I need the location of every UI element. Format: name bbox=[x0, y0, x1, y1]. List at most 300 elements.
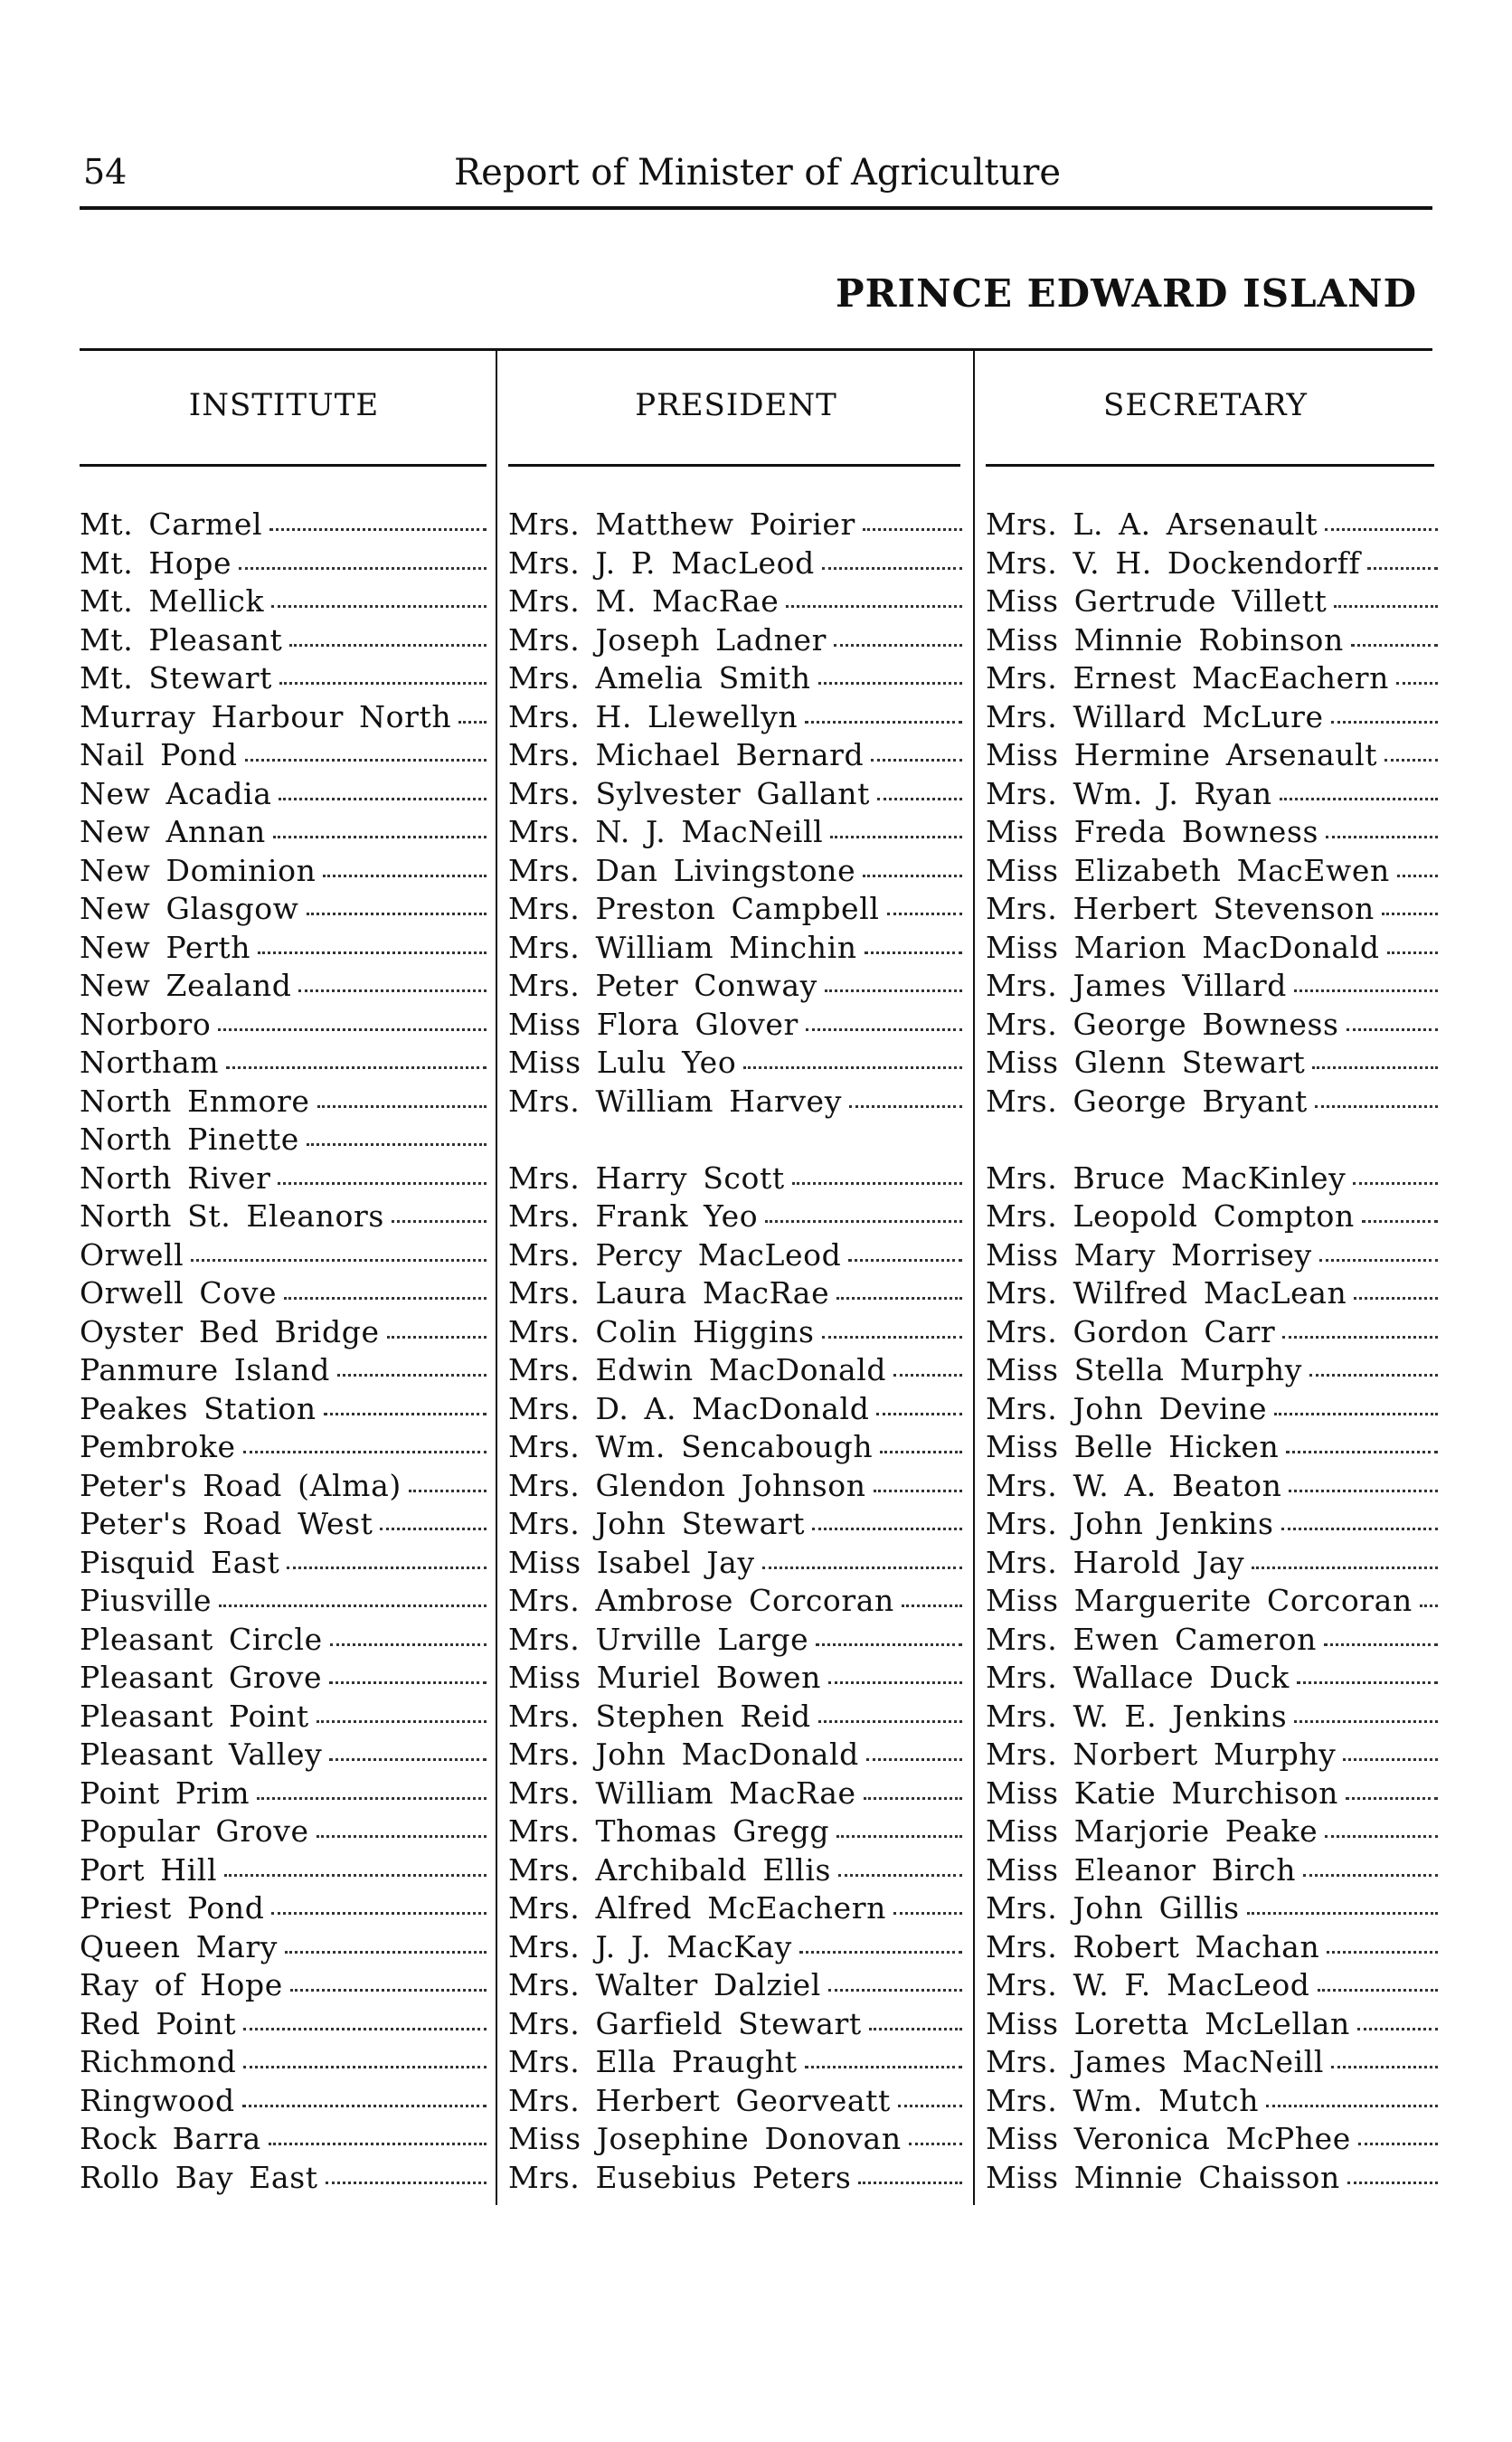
dot-leader bbox=[863, 525, 962, 531]
president-cell bbox=[508, 1198, 962, 1234]
institute-cell-text: Northam bbox=[80, 1045, 220, 1080]
institute-cell bbox=[80, 1007, 487, 1042]
secretary-cell bbox=[986, 1275, 1438, 1311]
header-underline-president bbox=[508, 464, 960, 467]
institute-cell-text: Pleasant Valley bbox=[80, 1737, 323, 1772]
dot-leader bbox=[866, 1756, 962, 1761]
president-cell bbox=[508, 506, 962, 542]
president-cell-text: Mrs. Thomas Gregg bbox=[508, 1813, 830, 1849]
secretary-cell bbox=[986, 583, 1438, 619]
institute-cell-text: Oyster Bed Bridge bbox=[80, 1313, 380, 1349]
dot-leader bbox=[805, 718, 962, 724]
president-cell-text: Mrs. Matthew Poirier bbox=[508, 506, 855, 542]
president-cell bbox=[508, 1429, 962, 1464]
secretary-cell-text: Miss Marguerite Corcoran bbox=[986, 1583, 1413, 1618]
dot-leader bbox=[329, 1679, 487, 1684]
table-row bbox=[0, 583, 1512, 622]
secretary-cell bbox=[986, 699, 1438, 734]
institute-cell bbox=[80, 1813, 487, 1849]
institute-cell bbox=[80, 1429, 487, 1464]
table-row bbox=[0, 968, 1512, 1007]
secretary-cell bbox=[986, 1737, 1438, 1772]
president-cell-text: Mrs. Wm. Sencabough bbox=[508, 1429, 874, 1464]
dot-leader bbox=[243, 2063, 487, 2068]
institute-cell bbox=[80, 1583, 487, 1618]
table-row bbox=[0, 1967, 1512, 2006]
president-cell bbox=[508, 2083, 962, 2118]
table-row bbox=[0, 1275, 1512, 1314]
secretary-cell bbox=[986, 1198, 1438, 1234]
secretary-cell bbox=[986, 1622, 1438, 1657]
dot-leader bbox=[1331, 718, 1438, 724]
dot-leader bbox=[1353, 1179, 1438, 1185]
institute-cell bbox=[80, 1468, 487, 1503]
secretary-cell-text: Miss Veronica McPhee bbox=[986, 2121, 1351, 2156]
dot-leader bbox=[1351, 641, 1438, 647]
dot-leader bbox=[806, 1026, 962, 1031]
institute-cell bbox=[80, 660, 487, 696]
institute-cell-text: New Acadia bbox=[80, 775, 272, 811]
dot-leader bbox=[828, 1679, 962, 1684]
secretary-cell bbox=[986, 1699, 1438, 1734]
dot-leader bbox=[224, 1871, 487, 1877]
president-cell bbox=[508, 1622, 962, 1657]
president-cell-text: Mrs. J. J. MacKay bbox=[508, 1928, 792, 1964]
president-cell-text: Mrs. Harry Scott bbox=[508, 1159, 785, 1196]
president-cell-text: Mrs. John Stewart bbox=[508, 1506, 806, 1541]
dot-leader bbox=[812, 1525, 962, 1530]
institute-cell-text: New Zealand bbox=[80, 968, 292, 1003]
institute-cell bbox=[80, 1084, 487, 1119]
dot-leader bbox=[1266, 2102, 1438, 2107]
dot-leader bbox=[317, 1832, 487, 1838]
dot-leader bbox=[1319, 1256, 1438, 1262]
secretary-cell-text: Miss Hermine Arsenault bbox=[986, 737, 1378, 772]
president-cell-text: Mrs. Joseph Ladner bbox=[508, 621, 827, 658]
dot-leader bbox=[392, 1217, 487, 1223]
secretary-cell bbox=[986, 776, 1438, 811]
dot-leader bbox=[805, 2063, 962, 2068]
president-cell-text: Mrs. Sylvester Gallant bbox=[508, 775, 870, 811]
dot-leader bbox=[269, 2140, 487, 2145]
running-title: Report of Minister of Agriculture bbox=[454, 152, 1061, 194]
president-cell bbox=[508, 1084, 962, 1119]
institute-cell-text: North St. Eleanors bbox=[80, 1198, 384, 1234]
institute-cell bbox=[80, 1929, 487, 1964]
president-cell bbox=[508, 1506, 962, 1541]
president-cell-text: Mrs. Laura MacRae bbox=[508, 1275, 830, 1311]
president-cell-text: Mrs. D. A. MacDonald bbox=[508, 1390, 870, 1426]
secretary-cell-text: Mrs. Leopold Compton bbox=[986, 1198, 1355, 1234]
dot-leader bbox=[330, 1641, 487, 1646]
table-row bbox=[0, 1813, 1512, 1852]
institute-cell-text: Rollo Bay East bbox=[80, 2159, 318, 2195]
institute-cell-text: Priest Pond bbox=[80, 1890, 265, 1926]
secretary-cell-text: Mrs. Willard McLure bbox=[986, 698, 1324, 734]
table-row bbox=[0, 1352, 1512, 1391]
president-cell-text: Mrs. Preston Campbell bbox=[508, 891, 880, 926]
table-row bbox=[0, 1007, 1512, 1046]
president-cell bbox=[508, 1775, 962, 1811]
dot-leader bbox=[317, 1718, 487, 1723]
table-row bbox=[0, 1314, 1512, 1353]
dot-leader bbox=[298, 987, 487, 992]
dot-leader bbox=[1315, 1103, 1438, 1108]
dot-leader bbox=[290, 1986, 487, 1992]
secretary-cell bbox=[986, 2121, 1438, 2156]
president-cell bbox=[508, 1737, 962, 1772]
dot-leader bbox=[1382, 910, 1438, 915]
dot-leader bbox=[1331, 2063, 1438, 2068]
dot-leader bbox=[287, 1564, 487, 1569]
dot-leader bbox=[1294, 1718, 1438, 1723]
dot-leader bbox=[828, 1986, 962, 1992]
president-cell-text: Mrs. Dan Livingstone bbox=[508, 852, 856, 888]
dot-leader bbox=[1384, 756, 1438, 762]
president-cell-text: Mrs. Amelia Smith bbox=[508, 660, 811, 696]
secretary-cell bbox=[986, 2083, 1438, 2118]
secretary-cell-text: Mrs. Gordon Carr bbox=[986, 1313, 1276, 1349]
dot-leader bbox=[1357, 2025, 1438, 2030]
institute-cell bbox=[80, 2006, 487, 2041]
secretary-cell-text: Mrs. V. H. Dockendorff bbox=[986, 544, 1361, 581]
institute-cell-text: Mt. Pleasant bbox=[80, 621, 283, 658]
secretary-cell-text: Miss Loretta McLellan bbox=[986, 2005, 1350, 2041]
column-header-president: PRESIDENT bbox=[635, 387, 837, 423]
secretary-cell bbox=[986, 2006, 1438, 2041]
institute-cell-text: Rock Barra bbox=[80, 2121, 261, 2156]
dot-leader bbox=[822, 564, 962, 570]
institute-cell bbox=[80, 1122, 487, 1157]
dot-leader bbox=[219, 1602, 487, 1607]
dot-leader bbox=[289, 641, 487, 647]
institute-cell bbox=[80, 2044, 487, 2079]
president-cell-text: Mrs. Ambrose Corcoran bbox=[508, 1583, 894, 1618]
table-row bbox=[0, 1890, 1512, 1929]
institute-cell bbox=[80, 891, 487, 926]
president-cell-text: Mrs. Frank Yeo bbox=[508, 1198, 759, 1234]
secretary-cell-text: Mrs. Wallace Duck bbox=[986, 1660, 1290, 1695]
president-cell bbox=[508, 660, 962, 696]
institute-cell-text: North Pinette bbox=[80, 1122, 299, 1157]
president-cell-text: Mrs. William MacRae bbox=[508, 1775, 856, 1811]
secretary-cell-text: Miss Marion MacDonald bbox=[986, 929, 1380, 965]
dot-leader bbox=[1325, 1832, 1438, 1838]
president-cell bbox=[508, 2121, 962, 2156]
header-underline-institute bbox=[80, 464, 487, 467]
secretary-cell-text: Mrs. Herbert Stevenson bbox=[986, 891, 1375, 926]
institute-cell-text: Popular Grove bbox=[80, 1813, 309, 1849]
secretary-cell-text: Mrs. John Gillis bbox=[986, 1890, 1240, 1926]
dot-leader bbox=[877, 795, 962, 800]
dot-leader bbox=[278, 1179, 487, 1185]
institute-cell bbox=[80, 737, 487, 772]
table-row bbox=[0, 1198, 1512, 1237]
institute-cell bbox=[80, 814, 487, 849]
institute-cell bbox=[80, 2121, 487, 2156]
secretary-cell-text: Miss Mary Morrisey bbox=[986, 1236, 1312, 1273]
dot-leader bbox=[307, 1141, 487, 1146]
president-cell bbox=[508, 699, 962, 734]
institute-cell-text: Ray of Hope bbox=[80, 1967, 283, 2002]
table-row bbox=[0, 1545, 1512, 1584]
table-row bbox=[0, 1699, 1512, 1737]
institute-cell bbox=[80, 1775, 487, 1811]
secretary-cell-text: Mrs. L. A. Arsenault bbox=[986, 506, 1318, 542]
dot-leader bbox=[243, 1448, 487, 1453]
table-row bbox=[0, 1737, 1512, 1775]
institute-cell-text: Ringwood bbox=[80, 2082, 235, 2118]
dot-leader bbox=[337, 1371, 487, 1377]
dot-leader bbox=[887, 910, 963, 915]
president-cell-text: Mrs. H. Llewellyn bbox=[508, 698, 799, 734]
institute-cell bbox=[80, 1352, 487, 1387]
secretary-cell bbox=[986, 545, 1438, 581]
secretary-cell-text: Mrs. Bruce MacKinley bbox=[986, 1159, 1347, 1196]
dot-leader bbox=[893, 1371, 962, 1377]
secretary-cell bbox=[986, 1352, 1438, 1387]
dot-leader bbox=[1367, 564, 1438, 570]
institute-cell bbox=[80, 1660, 487, 1695]
table-row bbox=[0, 1122, 1512, 1160]
table-row bbox=[0, 622, 1512, 661]
president-cell-text: Mrs. Garfield Stewart bbox=[508, 2005, 862, 2041]
dot-leader bbox=[242, 2102, 487, 2107]
institute-cell bbox=[80, 1506, 487, 1541]
dot-leader bbox=[762, 1564, 962, 1569]
president-cell bbox=[508, 583, 962, 619]
institute-cell bbox=[80, 1622, 487, 1657]
dot-leader bbox=[243, 2025, 487, 2030]
dot-leader bbox=[317, 1103, 487, 1108]
president-cell bbox=[508, 814, 962, 849]
dot-leader bbox=[1286, 1448, 1438, 1453]
dot-leader bbox=[836, 1832, 962, 1838]
table-row bbox=[0, 1468, 1512, 1507]
dot-leader bbox=[893, 1909, 962, 1915]
secretary-cell bbox=[986, 1237, 1438, 1273]
secretary-cell bbox=[986, 1890, 1438, 1926]
president-cell-text: Miss Lulu Yeo bbox=[508, 1045, 737, 1080]
institute-cell-text: Peakes Station bbox=[80, 1390, 317, 1426]
institute-cell bbox=[80, 1391, 487, 1426]
table-row bbox=[0, 2160, 1512, 2199]
dot-leader bbox=[743, 1064, 962, 1069]
institute-cell-text: Peter's Road West bbox=[80, 1506, 373, 1541]
dot-leader bbox=[825, 987, 962, 992]
dot-leader bbox=[269, 525, 487, 531]
institute-cell-text: Pleasant Circle bbox=[80, 1621, 323, 1657]
institute-cell-text: Pleasant Point bbox=[80, 1698, 309, 1734]
dot-leader bbox=[1334, 602, 1438, 608]
dot-leader bbox=[902, 1602, 962, 1607]
secretary-cell-text: Mrs. Ewen Cameron bbox=[986, 1621, 1317, 1657]
dot-leader bbox=[1362, 1217, 1438, 1223]
dot-leader bbox=[271, 1909, 487, 1915]
table-row bbox=[0, 1583, 1512, 1622]
institute-cell bbox=[80, 1275, 487, 1311]
dot-leader bbox=[864, 1794, 962, 1800]
president-cell-text: Mrs. Percy MacLeod bbox=[508, 1236, 842, 1273]
dot-leader bbox=[880, 1448, 962, 1453]
dot-leader bbox=[849, 1103, 962, 1108]
table-row bbox=[0, 2044, 1512, 2083]
dot-leader bbox=[874, 1487, 962, 1492]
institute-cell bbox=[80, 930, 487, 965]
president-cell-text: Mrs. Herbert Georveatt bbox=[508, 2082, 891, 2118]
president-cell bbox=[508, 1275, 962, 1311]
president-cell-text: Miss Isabel Jay bbox=[508, 1544, 755, 1580]
dot-leader bbox=[226, 1064, 487, 1069]
dot-leader bbox=[1280, 795, 1438, 800]
secretary-cell-text: Mrs. Wm. J. Ryan bbox=[986, 775, 1272, 811]
institute-cell bbox=[80, 1890, 487, 1926]
dot-leader bbox=[799, 1948, 962, 1954]
table-row bbox=[0, 1660, 1512, 1699]
table-row bbox=[0, 776, 1512, 815]
president-cell bbox=[508, 2044, 962, 2079]
dot-leader bbox=[1326, 833, 1438, 838]
column-header-institute: INSTITUTE bbox=[188, 387, 380, 423]
institute-cell-text: Mt. Mellick bbox=[80, 583, 265, 619]
table-row bbox=[0, 814, 1512, 853]
president-cell bbox=[508, 1352, 962, 1387]
table-row bbox=[0, 2006, 1512, 2045]
secretary-cell bbox=[986, 930, 1438, 965]
top-rule bbox=[80, 206, 1432, 210]
dot-leader bbox=[871, 756, 962, 762]
president-cell bbox=[508, 2160, 962, 2195]
president-cell-text: Mrs. Ella Praught bbox=[508, 2044, 798, 2079]
institute-cell-text: Panmure Island bbox=[80, 1352, 330, 1387]
secretary-cell-text: Miss Stella Murphy bbox=[986, 1352, 1303, 1387]
institute-cell bbox=[80, 506, 487, 542]
secretary-cell bbox=[986, 968, 1438, 1003]
dot-leader bbox=[836, 1294, 962, 1300]
institute-cell bbox=[80, 1737, 487, 1772]
president-cell-text: Miss Flora Glover bbox=[508, 1006, 799, 1042]
dot-leader bbox=[1297, 1679, 1438, 1684]
dot-leader bbox=[279, 795, 487, 800]
institute-cell bbox=[80, 1967, 487, 2002]
dot-leader bbox=[1324, 1641, 1438, 1646]
dot-leader bbox=[329, 1756, 487, 1761]
secretary-cell bbox=[986, 1775, 1438, 1811]
secretary-cell-text: Mrs. Ernest MacEachern bbox=[986, 660, 1390, 696]
dot-leader bbox=[1318, 1986, 1438, 1992]
dot-leader bbox=[239, 564, 487, 570]
secretary-cell bbox=[986, 1660, 1438, 1695]
president-cell-text: Mrs. Urville Large bbox=[508, 1621, 809, 1657]
president-cell bbox=[508, 1545, 962, 1580]
president-cell-text: Mrs. Eusebius Peters bbox=[508, 2159, 852, 2195]
dot-leader bbox=[1282, 1333, 1438, 1339]
secretary-cell bbox=[986, 1429, 1438, 1464]
dot-leader bbox=[323, 872, 487, 877]
president-cell bbox=[508, 2006, 962, 2041]
table-row bbox=[0, 1852, 1512, 1891]
secretary-cell bbox=[986, 506, 1438, 542]
president-cell bbox=[508, 1314, 962, 1349]
dot-leader bbox=[1289, 1487, 1438, 1492]
dot-leader bbox=[257, 1794, 487, 1800]
dot-leader bbox=[1312, 1064, 1438, 1069]
dot-leader bbox=[1252, 1564, 1438, 1569]
president-cell-text: Mrs. Stephen Reid bbox=[508, 1698, 811, 1734]
dot-leader bbox=[1347, 1026, 1438, 1031]
president-cell-text: Mrs. Glendon Johnson bbox=[508, 1467, 866, 1503]
secretary-cell bbox=[986, 1045, 1438, 1080]
president-cell bbox=[508, 1852, 962, 1888]
president-cell-text: Mrs. Peter Conway bbox=[508, 968, 817, 1003]
dot-leader bbox=[409, 1487, 487, 1492]
president-cell-text: Mrs. N. J. MacNeill bbox=[508, 814, 824, 849]
institute-cell-text: Pisquid East bbox=[80, 1544, 280, 1580]
column-header-secretary: SECRETARY bbox=[1103, 387, 1308, 423]
president-cell-text: Mrs. M. MacRae bbox=[508, 583, 780, 619]
institute-cell-text: Richmond bbox=[80, 2044, 237, 2079]
secretary-cell bbox=[986, 1583, 1438, 1618]
secretary-cell-text: Mrs. Wilfred MacLean bbox=[986, 1275, 1347, 1311]
dot-leader bbox=[818, 1718, 962, 1723]
dot-leader bbox=[271, 602, 487, 608]
secretary-cell-text: Mrs. George Bryant bbox=[986, 1083, 1308, 1119]
institute-cell bbox=[80, 1237, 487, 1273]
dot-leader bbox=[1397, 872, 1438, 877]
secretary-cell-text: Mrs. Norbert Murphy bbox=[986, 1737, 1337, 1772]
table-row bbox=[0, 506, 1512, 545]
institute-cell-text: Port Hill bbox=[80, 1851, 218, 1888]
president-cell-text: Mrs. William Minchin bbox=[508, 929, 857, 965]
secretary-cell bbox=[986, 1545, 1438, 1580]
institute-cell-text: Point Prim bbox=[80, 1775, 250, 1811]
table-row bbox=[0, 1084, 1512, 1122]
president-cell bbox=[508, 1583, 962, 1618]
table-row bbox=[0, 1929, 1512, 1968]
dot-leader bbox=[1325, 525, 1438, 531]
institute-cell bbox=[80, 1160, 487, 1196]
president-cell bbox=[508, 622, 962, 658]
secretary-cell-text: Mrs. John Devine bbox=[986, 1390, 1268, 1426]
table-row bbox=[0, 737, 1512, 776]
president-cell bbox=[508, 1391, 962, 1426]
table-row bbox=[0, 1622, 1512, 1661]
dot-leader bbox=[830, 833, 962, 838]
dot-leader bbox=[1281, 1525, 1438, 1530]
president-cell-text: Mrs. Alfred McEachern bbox=[508, 1890, 886, 1926]
institute-cell-text: Piusville bbox=[80, 1583, 213, 1618]
institute-cell-text: Mt. Carmel bbox=[80, 506, 263, 542]
dot-leader bbox=[218, 1026, 487, 1031]
table-row bbox=[0, 2083, 1512, 2122]
dot-leader bbox=[191, 1256, 487, 1262]
secretary-cell-text: Mrs. W. E. Jenkins bbox=[986, 1698, 1288, 1734]
president-cell bbox=[508, 1237, 962, 1273]
president-cell bbox=[508, 968, 962, 1003]
president-cell bbox=[508, 853, 962, 888]
institute-cell-text: Peter's Road (Alma) bbox=[80, 1467, 402, 1503]
secretary-cell-text: Mrs. W. F. MacLeod bbox=[986, 1967, 1310, 2002]
dot-leader bbox=[285, 1948, 487, 1954]
secretary-cell-text: Miss Minnie Chaisson bbox=[986, 2159, 1340, 2195]
secretary-cell bbox=[986, 660, 1438, 696]
secretary-cell bbox=[986, 622, 1438, 658]
secretary-cell-text: Mrs. W. A. Beaton bbox=[986, 1467, 1282, 1503]
president-cell bbox=[508, 1660, 962, 1695]
dot-leader bbox=[765, 1217, 962, 1223]
dot-leader bbox=[324, 1410, 487, 1415]
institute-cell-text: Mt. Hope bbox=[80, 544, 232, 581]
